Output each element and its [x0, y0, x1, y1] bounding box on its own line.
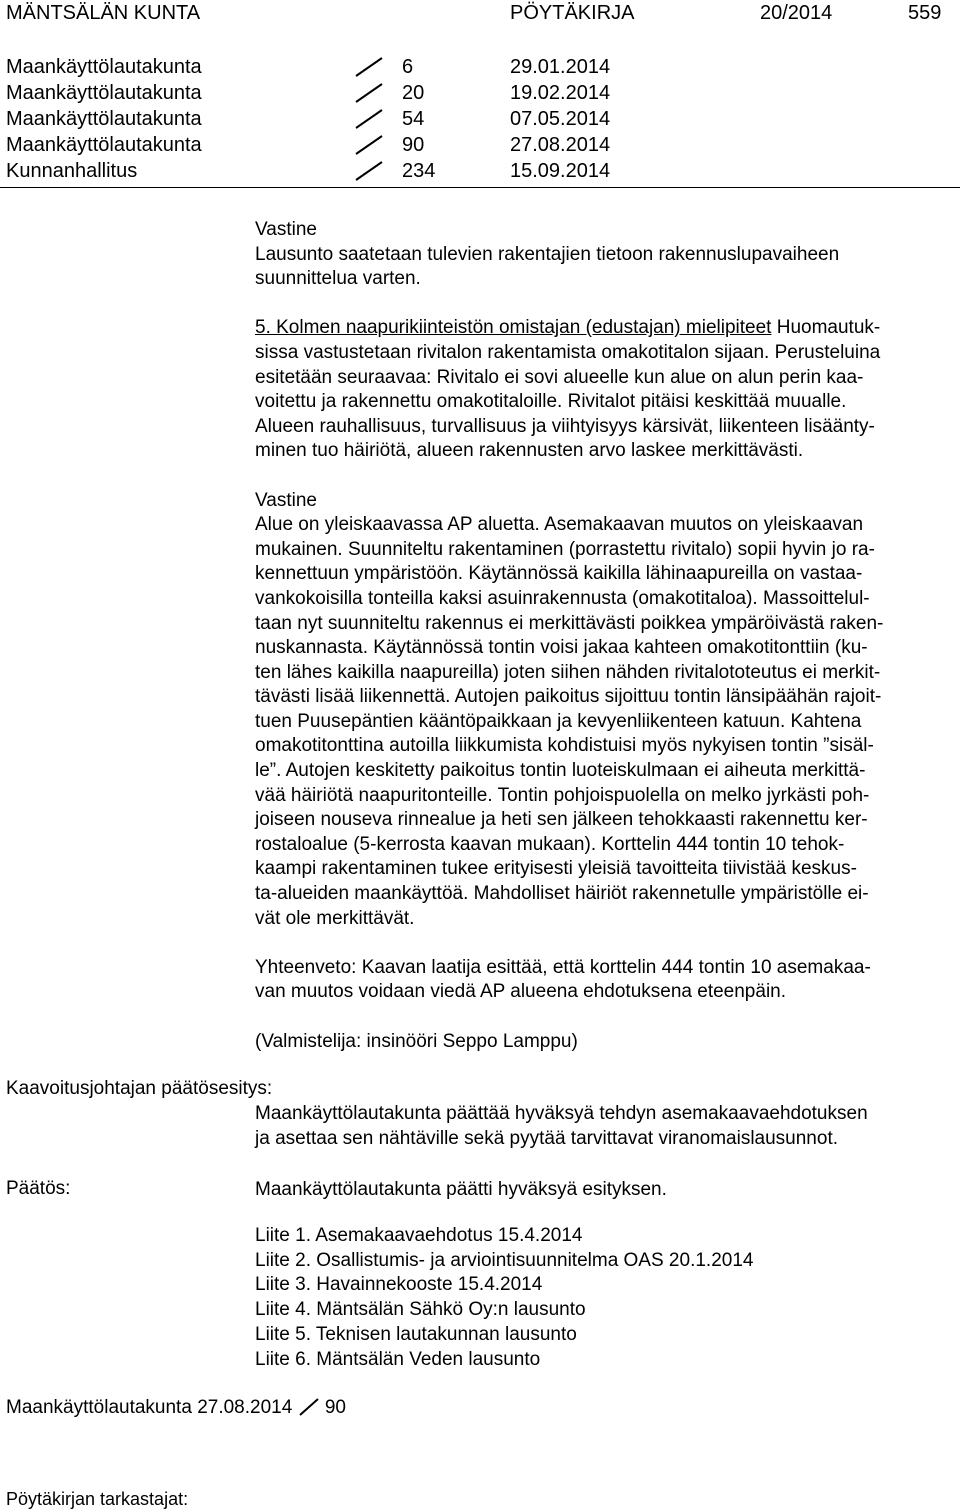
history-body: Maankäyttölautakunta: [6, 56, 202, 78]
main-body: [255, 218, 955, 1054]
checkers-label: Pöytäkirjan tarkastajat:: [6, 1489, 189, 1509]
history-section: 20: [402, 82, 425, 104]
history-body: Maankäyttölautakunta: [6, 82, 202, 104]
history-section: 6: [402, 56, 414, 78]
response-heading: Vastine: [255, 219, 317, 240]
document-number: 20/2014: [760, 2, 833, 24]
footer-meeting-section: 90: [324, 1397, 346, 1418]
summary-text: Yhteenveto: Kaavan laatija esittää, että korttelin 444 tontin 10 asemakaa- van muutos voidaan viedä AP alueena ehdotuksena eteenpäin.: [255, 956, 871, 1003]
history-date: 19.02.2014: [510, 82, 611, 104]
objection-5: [255, 316, 955, 464]
page-number: 559: [908, 2, 942, 24]
footer-meeting: [6, 1397, 346, 1419]
history-body: Kunnanhallitus: [6, 160, 138, 182]
history-section: 90: [402, 134, 425, 156]
history-date: 07.05.2014: [510, 108, 611, 130]
decision-text: Maankäyttölautakunta päätti hyväksyä esityksen.: [255, 1179, 667, 1200]
history-section: 54: [402, 108, 425, 130]
response-text: Alue on yleiskaavassa AP aluetta. Asemakaavan muutos on yleiskaavan mukainen. Suunniteltu rakentaminen (porrastettu rivitalo) sopii hyvin jo ra- kennettuun ympäristöön. Käytännössä kaikilla lähinaapureilla on vastaa- vankokoisilla tonteilla kaksi asuinrakennusta (omakotitaloa). Massoittelul- taan nyt suunniteltu rakennus ei merkittävästi poikkea ympäröivästä raken- nuskannasta. Käytännössä tontin voisi jakaa kahteen omakotitonttiin (ku- ten lähes kaikilla naapureilla) joten siihen nähden rivitalototeutus ei merkit- tävästi lisää liikennettä. Autojen paikoitus sijoittuu tontin länsipäähän rajoit- tuen Puusepäntien kääntöpaikkaan ja kevyenliikenteen katuun. Kahtena omakotitonttina autoilla liikkumista kohdistuisi myös nykyisen tontin ”sisäl- le”. Autojen keskitetty paikoitus tontin luoteiskulmaan ei aiheuta merkittä- vää häiriötä naapuritonteille. Tontin pohjoispuolella on melko jyrkästi poh- joiseen nouseva rinnealue ja heti sen jälkeen tehokkaasti rakennettu ker- rostaloalue (5-kerrosta kaavan mukaan). Korttelin 444 tontin 10 tehok- kaampi rakentaminen tukee erityisesti yleisiä tavoitteita tiivistää keskus- ta-alueiden maankäyttöä. Mahdolliset häiriöt rakennetulle ympäristölle ei- vät ole merkittävät.: [255, 514, 884, 929]
section-sign-icon: [354, 82, 384, 106]
preparer-text: (Valmistelija: insinööri Seppo Lamppu): [255, 1030, 578, 1052]
attachment-item: Liite 5. Teknisen lautakunnan lausunto: [255, 1323, 577, 1345]
proposal-text: Maankäyttölautakunta päättää hyväksyä tehdyn asemakaavaehdotuksen ja asettaa sen nähtäville sekä pyytää tarvittavat viranomaislausunnot.: [255, 1103, 868, 1149]
document-type: PÖYTÄKIRJA: [510, 2, 635, 24]
attachment-item: Liite 1. Asemakaavaehdotus 15.4.2014: [255, 1225, 583, 1246]
section-sign-icon: [354, 160, 384, 184]
municipality-name: MÄNTSÄLÄN KUNTA: [6, 2, 201, 24]
section-sign-icon: [354, 108, 384, 132]
history-divider: [0, 187, 960, 188]
section-sign-icon: [298, 1397, 320, 1417]
footer-meeting-date: 27.08.2014: [197, 1397, 293, 1418]
history-date: 29.01.2014: [510, 56, 611, 78]
objection-text: Huomautuk- sissa vastustetaan rivitalon rakentamista omakotitalon sijaan. Perusteluina esitetään seuraavaa: Rivitalo ei sovi alueelle kun alue on alun perin kaa- voitettu ja rakennettu omakotitaloille. Rivitalot pitäisi keskittää muualle. Alueen rauhallisuus, turvallisuus ja viihtyisyys kärsivät, liikenteen lisäänty- minen tuo häiriötä, alueen rakennusten arvo laskee merkittävästi.: [255, 317, 881, 462]
decision-label: Päätös:: [6, 1178, 71, 1199]
attachment-list: [255, 1224, 753, 1372]
history-body: Maankäyttölautakunta: [6, 108, 202, 130]
section-sign-icon: [354, 56, 384, 80]
attachment-item: Liite 6. Mäntsälän Veden lausunto: [255, 1348, 541, 1370]
response-heading: Vastine: [255, 489, 317, 511]
history-section: 234: [402, 160, 436, 182]
attachment-item: Liite 2. Osallistumis- ja arviointisuunnitelma OAS 20.1.2014: [255, 1249, 754, 1271]
response-text: Lausunto saatetaan tulevien rakentajien tietoon rakennuslupavaiheen suunnittelua varten.: [255, 243, 840, 290]
proposal-label: Kaavoitusjohtajan päätösesitys:: [6, 1078, 273, 1099]
history-body: Maankäyttölautakunta: [6, 134, 202, 156]
footer-meeting-body: Maankäyttölautakunta: [6, 1397, 192, 1418]
history-date: 27.08.2014: [510, 134, 611, 156]
attachment-item: Liite 3. Havainnekooste 15.4.2014: [255, 1274, 543, 1296]
history-date: 15.09.2014: [510, 160, 611, 182]
attachment-item: Liite 4. Mäntsälän Sähkö Oy:n lausunto: [255, 1299, 586, 1321]
section-sign-icon: [354, 134, 384, 158]
objection-title: 5. Kolmen naapurikiinteistön omistajan (edustajan) mielipiteet: [255, 317, 772, 339]
